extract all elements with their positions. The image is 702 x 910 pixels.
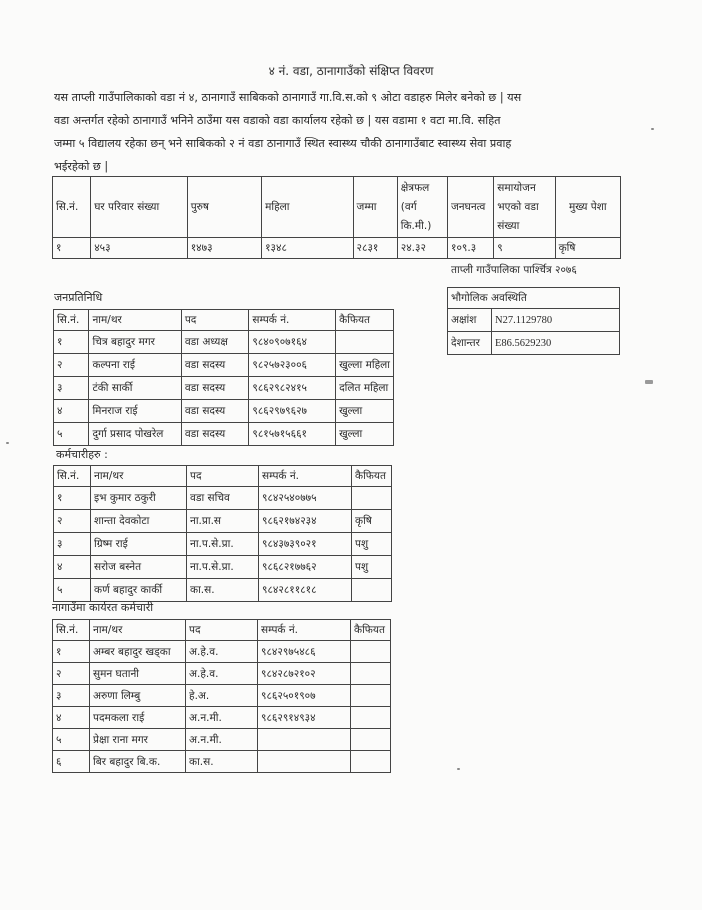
table-cell: कृषि bbox=[555, 238, 620, 259]
table-cell: वडा अध्यक्ष bbox=[181, 331, 249, 354]
table-cell: ३ bbox=[54, 377, 89, 400]
table-cell bbox=[258, 751, 351, 773]
table-cell: वडा सदस्य bbox=[181, 377, 249, 400]
table-cell: ४ bbox=[54, 400, 89, 423]
table-cell: अ.न.मी. bbox=[186, 707, 258, 729]
intro-line-3: जम्मा ५ विद्यालय रहेका छन् भने साबिकको २ नं वडा ठानागाउँ स्थित स्वास्थ्य चौकी ठानागाउँबाट स्वास्थ्य सेवा प्रवाह bbox=[54, 137, 512, 150]
table-cell: २ bbox=[54, 354, 89, 377]
table-cell: सुमन घतानी bbox=[90, 663, 186, 685]
header-contact: सम्पर्क नं. bbox=[249, 310, 336, 331]
health-header-row bbox=[53, 620, 391, 641]
header-area bbox=[397, 177, 447, 238]
table-cell: पशु bbox=[352, 556, 392, 579]
table-cell: दुर्गा प्रसाद पोखरेल bbox=[89, 423, 181, 446]
table-cell: २ bbox=[53, 663, 90, 685]
reps-table bbox=[53, 309, 394, 446]
header-sn: सि.नं. bbox=[53, 620, 90, 641]
table-cell: कृषि bbox=[352, 510, 392, 533]
table-row bbox=[54, 354, 394, 377]
table-cell: १ bbox=[54, 487, 91, 510]
table-cell: कर्ण बहादुर कार्की bbox=[91, 579, 187, 602]
table-row bbox=[53, 663, 391, 685]
table-cell: इभ कुमार ठकुरी bbox=[91, 487, 187, 510]
table-row bbox=[54, 510, 392, 533]
table-cell bbox=[351, 707, 391, 729]
table-row bbox=[54, 400, 394, 423]
table-row bbox=[54, 579, 392, 602]
table-cell: दलित महिला bbox=[336, 377, 394, 400]
staff-table bbox=[53, 465, 392, 602]
table-cell: वडा सदस्य bbox=[181, 354, 249, 377]
table-cell: पशु bbox=[352, 533, 392, 556]
table-cell bbox=[351, 663, 391, 685]
staff-heading: कर्मचारीहरु : bbox=[56, 448, 108, 461]
table-cell: ४ bbox=[53, 707, 90, 729]
table-cell: ५ bbox=[54, 579, 91, 602]
table-cell: अ.हे.व. bbox=[186, 641, 258, 663]
intro-line-1: यस ताप्ली गाउँपालिकाको वडा नं ४, ठानागाउँ साबिकको ठानागाउँ गा.वि.स.को ९ ओटा वडाहरु मिलेर बनेको छ | यस bbox=[54, 91, 522, 104]
table-cell: मिनराज राई bbox=[89, 400, 181, 423]
table-row bbox=[53, 751, 391, 773]
header-total: जम्मा bbox=[353, 177, 397, 238]
header-post: पद bbox=[181, 310, 249, 331]
scan-speck bbox=[6, 442, 9, 444]
header-female: महिला bbox=[262, 177, 353, 238]
table-cell bbox=[351, 729, 391, 751]
table-cell: ४५३ bbox=[91, 238, 188, 259]
table-cell: खुल्ला bbox=[336, 400, 394, 423]
table-cell bbox=[351, 751, 391, 773]
table-row bbox=[53, 685, 391, 707]
header-occupation: मुख्य पेशा bbox=[555, 177, 620, 238]
ward-data-row bbox=[53, 238, 621, 259]
table-cell: ९८२५७२३००६ bbox=[249, 354, 336, 377]
header-merged-line-3: संख्या bbox=[497, 219, 520, 232]
header-name: नाम/थर bbox=[90, 620, 186, 641]
table-cell: २८३१ bbox=[353, 238, 397, 259]
table-cell: अम्बर बहादुर खड्का bbox=[90, 641, 186, 663]
header-sn: सि.नं. bbox=[54, 310, 89, 331]
header-post: पद bbox=[186, 620, 258, 641]
table-row bbox=[54, 487, 392, 510]
table-cell: ३ bbox=[53, 685, 90, 707]
table-cell: ना.प.से.प्रा. bbox=[187, 533, 259, 556]
reps-heading: जनप्रतिनिधि bbox=[54, 291, 103, 304]
staff-header-row bbox=[54, 466, 392, 487]
table-cell: अ.हे.व. bbox=[186, 663, 258, 685]
table-cell bbox=[351, 685, 391, 707]
table-row bbox=[53, 707, 391, 729]
header-name: नाम/थर bbox=[91, 466, 187, 487]
header-area-line-1: क्षेत्रफल bbox=[400, 181, 430, 194]
intro-line-4: भईरहेको छ | bbox=[54, 160, 109, 173]
ward-header-row bbox=[53, 177, 621, 238]
table-cell bbox=[258, 729, 351, 751]
table-cell: २ bbox=[54, 510, 91, 533]
header-contact: सम्पर्क नं. bbox=[259, 466, 352, 487]
header-remarks: कैफियत bbox=[351, 620, 391, 641]
geo-value: N27.1129780 bbox=[492, 309, 620, 332]
header-sn: सि.नं. bbox=[53, 177, 91, 238]
table-cell: ९८६२९७९६२७ bbox=[249, 400, 336, 423]
intro-line-2: वडा अन्तर्गत रहेको ठानागाउँ भनिने ठाउँमा यस वडाको वडा कार्यालय रहेको छ | यस वडामा १ वटा मा.वि. सहित bbox=[54, 114, 501, 127]
geo-label: देशान्तर bbox=[448, 332, 492, 355]
table-cell: १४७३ bbox=[187, 238, 261, 259]
header-density: जनघनत्व bbox=[448, 177, 494, 238]
table-cell: ९८६२५०१९०७ bbox=[258, 685, 351, 707]
table-cell: ९८४२९७५४८६ bbox=[258, 641, 351, 663]
page-title: ४ नं. वडा, ठानागाउँको संक्षिप्त विवरण bbox=[268, 64, 434, 78]
health-staff-heading: नागाउँमा कार्यरत कर्मचारी bbox=[52, 601, 154, 614]
header-households: घर परिवार संख्या bbox=[91, 177, 188, 238]
scan-speck bbox=[645, 380, 653, 384]
header-male: पुरुष bbox=[187, 177, 261, 238]
table-cell: ९८६२९१४९३४ bbox=[258, 707, 351, 729]
table-cell: कल्पना राई bbox=[89, 354, 181, 377]
table-cell: २४.३२ bbox=[397, 238, 447, 259]
table-cell: ना.प.से.प्रा. bbox=[187, 556, 259, 579]
table-cell: ना.प्रा.स bbox=[187, 510, 259, 533]
table-cell: का.स. bbox=[186, 751, 258, 773]
table-cell: ९८४३७३९०२१ bbox=[259, 533, 352, 556]
table-cell: १ bbox=[53, 238, 91, 259]
table-cell bbox=[351, 641, 391, 663]
table-cell: ६ bbox=[53, 751, 90, 773]
table-cell: ९८६२९८२४१५ bbox=[249, 377, 336, 400]
table-row bbox=[54, 377, 394, 400]
table-cell: बिर बहादुर बि.क. bbox=[90, 751, 186, 773]
table-cell: पदमकला राई bbox=[90, 707, 186, 729]
header-area-line-3: कि.मी.) bbox=[400, 219, 432, 232]
table-cell bbox=[352, 579, 392, 602]
table-cell: हे.अ. bbox=[186, 685, 258, 707]
table-row bbox=[54, 423, 394, 446]
source-note: ताप्ली गाउँपालिका पार्श्चित्र २०७६ bbox=[451, 264, 577, 276]
geo-table bbox=[447, 287, 620, 355]
header-post: पद bbox=[187, 466, 259, 487]
table-cell: १ bbox=[53, 641, 90, 663]
table-cell: शान्ता देवकोटा bbox=[91, 510, 187, 533]
geo-heading-row bbox=[448, 288, 620, 309]
table-cell: अरुणा लिम्बु bbox=[90, 685, 186, 707]
table-cell: ९८६२१७४२३४ bbox=[259, 510, 352, 533]
header-area-line-2: (वर्ग bbox=[400, 200, 417, 213]
table-cell: खुल्ला bbox=[336, 423, 394, 446]
table-cell: ९८१५७१५६६१ bbox=[249, 423, 336, 446]
header-sn: सि.नं. bbox=[54, 466, 91, 487]
table-cell: १३४८ bbox=[262, 238, 353, 259]
header-contact: सम्पर्क नं. bbox=[258, 620, 351, 641]
table-row bbox=[54, 556, 392, 579]
table-cell: अ.न.मी. bbox=[186, 729, 258, 751]
header-remarks: कैफियत bbox=[336, 310, 394, 331]
geo-row bbox=[448, 332, 620, 355]
header-merged-line-2: भएको वडा bbox=[497, 200, 539, 213]
reps-header-row bbox=[54, 310, 394, 331]
table-cell: वडा सदस्य bbox=[181, 400, 249, 423]
health-staff-table bbox=[52, 619, 391, 773]
table-cell: ९८६८२१७७६२ bbox=[259, 556, 352, 579]
table-cell: टंकी सार्की bbox=[89, 377, 181, 400]
table-row bbox=[54, 331, 394, 354]
table-cell: ५ bbox=[53, 729, 90, 751]
table-cell: ३ bbox=[54, 533, 91, 556]
table-cell: प्रेक्षा राना मगर bbox=[90, 729, 186, 751]
ward-summary-table bbox=[52, 176, 621, 259]
table-row bbox=[54, 533, 392, 556]
geo-label: अक्षांश bbox=[448, 309, 492, 332]
table-cell bbox=[336, 331, 394, 354]
scan-speck bbox=[457, 768, 460, 770]
table-cell: का.स. bbox=[187, 579, 259, 602]
header-name: नाम/थर bbox=[89, 310, 181, 331]
table-cell: ९८४२८७२१०२ bbox=[258, 663, 351, 685]
table-cell: वडा सदस्य bbox=[181, 423, 249, 446]
table-cell: ५ bbox=[54, 423, 89, 446]
geo-row bbox=[448, 309, 620, 332]
header-merged-line-1: समायोजन bbox=[497, 181, 536, 194]
table-cell: ९ bbox=[494, 238, 555, 259]
table-cell: १०९.३ bbox=[448, 238, 494, 259]
table-cell: ९८४२५४०७७५ bbox=[259, 487, 352, 510]
table-row bbox=[53, 641, 391, 663]
table-cell: चित्र बहादुर मगर bbox=[89, 331, 181, 354]
table-cell: ९८४०९०७१६४ bbox=[249, 331, 336, 354]
scan-speck bbox=[651, 128, 654, 130]
geo-heading: भौगोलिक अवस्थिति bbox=[448, 288, 620, 309]
table-cell bbox=[352, 487, 392, 510]
header-remarks: कैफियत bbox=[352, 466, 392, 487]
table-cell: ९८४२८११८१८ bbox=[259, 579, 352, 602]
table-row bbox=[53, 729, 391, 751]
geo-value: E86.5629230 bbox=[492, 332, 620, 355]
table-cell: १ bbox=[54, 331, 89, 354]
table-cell: खुल्ला महिला bbox=[336, 354, 394, 377]
table-cell: वडा सचिव bbox=[187, 487, 259, 510]
table-cell: ४ bbox=[54, 556, 91, 579]
table-cell: सरोज बस्नेत bbox=[91, 556, 187, 579]
table-cell: ग्रिष्म राई bbox=[91, 533, 187, 556]
header-merged-wards bbox=[494, 177, 555, 238]
